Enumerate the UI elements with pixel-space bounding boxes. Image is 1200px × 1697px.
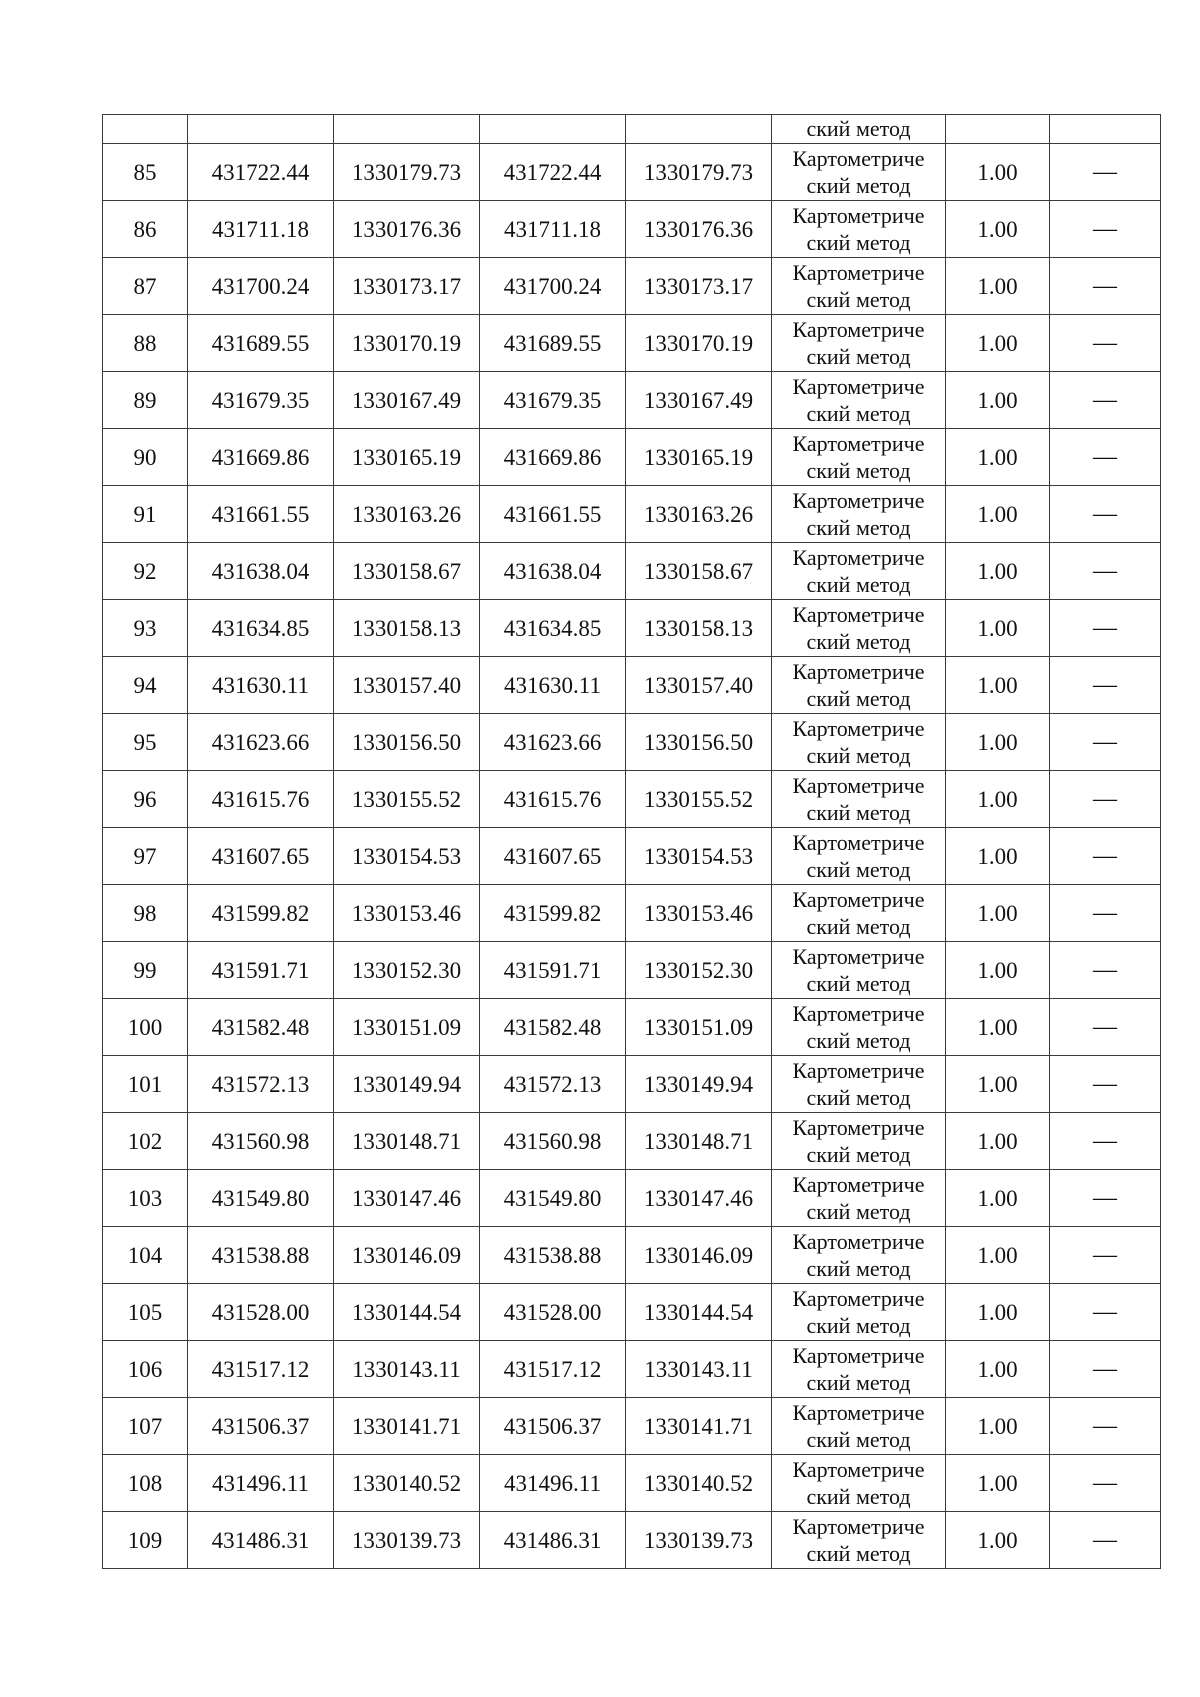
method-line: Картометриче <box>792 1343 925 1368</box>
cell-method <box>772 144 946 201</box>
cell-y-existing: 1330167.49 <box>334 372 480 429</box>
method-line: Картометриче <box>792 602 925 627</box>
cell-accuracy: 1.00 <box>946 999 1050 1056</box>
method-line: Картометриче <box>792 659 925 684</box>
cell-y-existing: 1330158.67 <box>334 543 480 600</box>
cell-y-existing: 1330179.73 <box>334 144 480 201</box>
cell-x-new: 431689.55 <box>480 315 626 372</box>
cell-y-new: 1330165.19 <box>626 429 772 486</box>
cell-y-existing: 1330157.40 <box>334 657 480 714</box>
cell-y-new: 1330153.46 <box>626 885 772 942</box>
method-line: Картометриче <box>792 887 925 912</box>
cell-x-new: 431638.04 <box>480 543 626 600</box>
table-row <box>103 828 1161 885</box>
cell-accuracy: 1.00 <box>946 1455 1050 1512</box>
cell-accuracy: 1.00 <box>946 1227 1050 1284</box>
cell-point-number: 103 <box>103 1170 188 1227</box>
method-line: ский метод <box>806 629 911 654</box>
continued-cell-method: ский метод <box>772 115 946 144</box>
cell-x-new: 431630.11 <box>480 657 626 714</box>
table-row <box>103 543 1161 600</box>
cell-method <box>772 1113 946 1170</box>
method-line: ский метод <box>806 344 911 369</box>
cell-accuracy: 1.00 <box>946 543 1050 600</box>
cell-x-new: 431607.65 <box>480 828 626 885</box>
continued-cell-x-new <box>480 115 626 144</box>
cell-x-new: 431591.71 <box>480 942 626 999</box>
cell-y-new: 1330156.50 <box>626 714 772 771</box>
cell-point-number: 92 <box>103 543 188 600</box>
cell-method <box>772 1512 946 1569</box>
cell-y-existing: 1330154.53 <box>334 828 480 885</box>
cell-method <box>772 543 946 600</box>
cell-y-existing: 1330148.71 <box>334 1113 480 1170</box>
method-line: ский метод <box>806 1256 911 1281</box>
cell-x-existing: 431560.98 <box>188 1113 334 1170</box>
cell-point-number: 105 <box>103 1284 188 1341</box>
cell-y-new: 1330151.09 <box>626 999 772 1056</box>
method-line: ский метод <box>806 572 911 597</box>
cell-x-new: 431528.00 <box>480 1284 626 1341</box>
cell-y-new: 1330158.67 <box>626 543 772 600</box>
cell-x-existing: 431623.66 <box>188 714 334 771</box>
cell-accuracy: 1.00 <box>946 771 1050 828</box>
cell-description: — <box>1050 258 1161 315</box>
cell-x-existing: 431634.85 <box>188 600 334 657</box>
cell-point-number: 89 <box>103 372 188 429</box>
cell-accuracy: 1.00 <box>946 144 1050 201</box>
cell-accuracy: 1.00 <box>946 1398 1050 1455</box>
cell-description: — <box>1050 1455 1161 1512</box>
cell-y-existing: 1330144.54 <box>334 1284 480 1341</box>
cell-y-new: 1330158.13 <box>626 600 772 657</box>
cell-y-new: 1330155.52 <box>626 771 772 828</box>
cell-x-new: 431615.76 <box>480 771 626 828</box>
cell-y-new: 1330139.73 <box>626 1512 772 1569</box>
cell-method <box>772 1170 946 1227</box>
cell-point-number: 102 <box>103 1113 188 1170</box>
cell-method <box>772 942 946 999</box>
continued-cell-number <box>103 115 188 144</box>
cell-x-existing: 431496.11 <box>188 1455 334 1512</box>
cell-x-new: 431634.85 <box>480 600 626 657</box>
cell-point-number: 86 <box>103 201 188 258</box>
cell-point-number: 106 <box>103 1341 188 1398</box>
method-line: Картометриче <box>792 1058 925 1083</box>
cell-x-new: 431599.82 <box>480 885 626 942</box>
cell-x-existing: 431486.31 <box>188 1512 334 1569</box>
cell-description: — <box>1050 1170 1161 1227</box>
cell-y-new: 1330149.94 <box>626 1056 772 1113</box>
cell-method <box>772 201 946 258</box>
cell-point-number: 91 <box>103 486 188 543</box>
cell-x-existing: 431528.00 <box>188 1284 334 1341</box>
table-row <box>103 1056 1161 1113</box>
cell-y-new: 1330170.19 <box>626 315 772 372</box>
method-line: Картометриче <box>792 1229 925 1254</box>
method-line: Картометриче <box>792 773 925 798</box>
cell-y-new: 1330147.46 <box>626 1170 772 1227</box>
cell-x-new: 431582.48 <box>480 999 626 1056</box>
cell-y-existing: 1330153.46 <box>334 885 480 942</box>
method-line: ский метод <box>806 287 911 312</box>
cell-method <box>772 1284 946 1341</box>
cell-method <box>772 1398 946 1455</box>
continued-cell-accuracy <box>946 115 1050 144</box>
cell-description: — <box>1050 600 1161 657</box>
cell-method <box>772 1227 946 1284</box>
table-row <box>103 201 1161 258</box>
cell-method <box>772 315 946 372</box>
cell-accuracy: 1.00 <box>946 1056 1050 1113</box>
cell-x-new: 431700.24 <box>480 258 626 315</box>
method-line: Картометриче <box>792 260 925 285</box>
cell-x-new: 431486.31 <box>480 1512 626 1569</box>
cell-method <box>772 999 946 1056</box>
cell-accuracy: 1.00 <box>946 1170 1050 1227</box>
cell-accuracy: 1.00 <box>946 258 1050 315</box>
table-row <box>103 714 1161 771</box>
cell-method <box>772 1056 946 1113</box>
cell-y-new: 1330143.11 <box>626 1341 772 1398</box>
table-row <box>103 942 1161 999</box>
cell-point-number: 88 <box>103 315 188 372</box>
cell-point-number: 97 <box>103 828 188 885</box>
method-line: ский метод <box>806 1370 911 1395</box>
table-row <box>103 1284 1161 1341</box>
cell-y-existing: 1330143.11 <box>334 1341 480 1398</box>
cell-y-existing: 1330149.94 <box>334 1056 480 1113</box>
table-row <box>103 1398 1161 1455</box>
cell-y-new: 1330167.49 <box>626 372 772 429</box>
cell-y-new: 1330154.53 <box>626 828 772 885</box>
cell-x-existing: 431506.37 <box>188 1398 334 1455</box>
cell-x-existing: 431638.04 <box>188 543 334 600</box>
cell-y-new: 1330179.73 <box>626 144 772 201</box>
table-row <box>103 1113 1161 1170</box>
continued-cell-y-existing <box>334 115 480 144</box>
method-line: Картометриче <box>792 431 925 456</box>
cell-x-existing: 431549.80 <box>188 1170 334 1227</box>
cell-description: — <box>1050 543 1161 600</box>
cell-description: — <box>1050 1284 1161 1341</box>
cell-description: — <box>1050 885 1161 942</box>
method-line: Картометриче <box>792 317 925 342</box>
cell-y-existing: 1330170.19 <box>334 315 480 372</box>
method-line: Картометриче <box>792 1286 925 1311</box>
cell-x-existing: 431722.44 <box>188 144 334 201</box>
method-line: Картометриче <box>792 830 925 855</box>
cell-description: — <box>1050 486 1161 543</box>
cell-y-new: 1330173.17 <box>626 258 772 315</box>
cell-y-existing: 1330139.73 <box>334 1512 480 1569</box>
table-body <box>103 115 1161 1569</box>
cell-y-existing: 1330173.17 <box>334 258 480 315</box>
cell-y-existing: 1330151.09 <box>334 999 480 1056</box>
method-line: Картометриче <box>792 488 925 513</box>
cell-x-existing: 431630.11 <box>188 657 334 714</box>
cell-method <box>772 486 946 543</box>
cell-accuracy: 1.00 <box>946 201 1050 258</box>
method-line: ский метод <box>806 1313 911 1338</box>
method-line: ский метод <box>806 857 911 882</box>
cell-x-new: 431572.13 <box>480 1056 626 1113</box>
cell-point-number: 95 <box>103 714 188 771</box>
cell-point-number: 100 <box>103 999 188 1056</box>
method-line: Картометриче <box>792 203 925 228</box>
cell-description: — <box>1050 657 1161 714</box>
cell-accuracy: 1.00 <box>946 714 1050 771</box>
cell-accuracy: 1.00 <box>946 372 1050 429</box>
cell-x-existing: 431689.55 <box>188 315 334 372</box>
cell-description: — <box>1050 771 1161 828</box>
method-line: ский метод <box>806 1028 911 1053</box>
continued-cell-x-existing <box>188 115 334 144</box>
cell-y-existing: 1330141.71 <box>334 1398 480 1455</box>
method-line: ский метод <box>806 1142 911 1167</box>
cell-y-existing: 1330146.09 <box>334 1227 480 1284</box>
method-line: ский метод <box>806 230 911 255</box>
cell-accuracy: 1.00 <box>946 429 1050 486</box>
cell-accuracy: 1.00 <box>946 1113 1050 1170</box>
method-line: ский метод <box>806 686 911 711</box>
cell-description: — <box>1050 201 1161 258</box>
cell-x-existing: 431591.71 <box>188 942 334 999</box>
cell-x-existing: 431607.65 <box>188 828 334 885</box>
continued-cell-description <box>1050 115 1161 144</box>
cell-x-existing: 431711.18 <box>188 201 334 258</box>
cell-y-existing: 1330147.46 <box>334 1170 480 1227</box>
cell-accuracy: 1.00 <box>946 315 1050 372</box>
cell-y-existing: 1330176.36 <box>334 201 480 258</box>
cell-y-new: 1330152.30 <box>626 942 772 999</box>
cell-method <box>772 714 946 771</box>
method-line: Картометриче <box>792 1001 925 1026</box>
method-line: Картометриче <box>792 545 925 570</box>
cell-point-number: 94 <box>103 657 188 714</box>
method-line: Картометриче <box>792 1172 925 1197</box>
table-row <box>103 1341 1161 1398</box>
method-line: ский метод <box>806 971 911 996</box>
cell-point-number: 98 <box>103 885 188 942</box>
cell-accuracy: 1.00 <box>946 885 1050 942</box>
cell-x-new: 431549.80 <box>480 1170 626 1227</box>
method-line: Картометриче <box>792 374 925 399</box>
cell-accuracy: 1.00 <box>946 600 1050 657</box>
cell-description: — <box>1050 429 1161 486</box>
table-row <box>103 1455 1161 1512</box>
method-line: ский метод <box>806 1484 911 1509</box>
method-line: ский метод <box>806 1427 911 1452</box>
cell-x-new: 431517.12 <box>480 1341 626 1398</box>
table-row <box>103 315 1161 372</box>
cell-point-number: 104 <box>103 1227 188 1284</box>
table-row <box>103 657 1161 714</box>
cell-x-existing: 431572.13 <box>188 1056 334 1113</box>
table-row <box>103 258 1161 315</box>
table-row <box>103 429 1161 486</box>
cell-x-existing: 431669.86 <box>188 429 334 486</box>
cell-y-existing: 1330140.52 <box>334 1455 480 1512</box>
cell-accuracy: 1.00 <box>946 1512 1050 1569</box>
cell-description: — <box>1050 1398 1161 1455</box>
table-row <box>103 486 1161 543</box>
cell-x-new: 431661.55 <box>480 486 626 543</box>
cell-x-new: 431538.88 <box>480 1227 626 1284</box>
cell-method <box>772 1455 946 1512</box>
cell-description: — <box>1050 372 1161 429</box>
cell-accuracy: 1.00 <box>946 657 1050 714</box>
cell-description: — <box>1050 144 1161 201</box>
method-line: ский метод <box>806 1199 911 1224</box>
cell-x-existing: 431615.76 <box>188 771 334 828</box>
cell-point-number: 108 <box>103 1455 188 1512</box>
cell-method <box>772 372 946 429</box>
method-line: ский метод <box>806 1541 911 1566</box>
continued-row <box>103 115 1161 144</box>
cell-method <box>772 885 946 942</box>
method-line: Картометриче <box>792 1115 925 1140</box>
cell-y-new: 1330163.26 <box>626 486 772 543</box>
table-row <box>103 1512 1161 1569</box>
table-row <box>103 372 1161 429</box>
cell-x-new: 431560.98 <box>480 1113 626 1170</box>
cell-point-number: 90 <box>103 429 188 486</box>
cell-x-new: 431722.44 <box>480 144 626 201</box>
table-row <box>103 1170 1161 1227</box>
cell-description: — <box>1050 828 1161 885</box>
cell-y-new: 1330141.71 <box>626 1398 772 1455</box>
cell-method <box>772 258 946 315</box>
method-line: ский метод <box>806 401 911 426</box>
cell-description: — <box>1050 1056 1161 1113</box>
cell-x-existing: 431517.12 <box>188 1341 334 1398</box>
cell-accuracy: 1.00 <box>946 486 1050 543</box>
table-row <box>103 1227 1161 1284</box>
cell-description: — <box>1050 1512 1161 1569</box>
cell-accuracy: 1.00 <box>946 828 1050 885</box>
method-line: ский метод <box>806 173 911 198</box>
cell-x-existing: 431582.48 <box>188 999 334 1056</box>
cell-method <box>772 657 946 714</box>
cell-x-existing: 431538.88 <box>188 1227 334 1284</box>
method-line: Картометриче <box>792 1400 925 1425</box>
method-line: Картометриче <box>792 1457 925 1482</box>
cell-y-existing: 1330163.26 <box>334 486 480 543</box>
method-line: ский метод <box>806 914 911 939</box>
table-row <box>103 144 1161 201</box>
table-row <box>103 999 1161 1056</box>
cell-accuracy: 1.00 <box>946 1341 1050 1398</box>
cell-y-existing: 1330156.50 <box>334 714 480 771</box>
cell-y-existing: 1330158.13 <box>334 600 480 657</box>
cell-y-existing: 1330152.30 <box>334 942 480 999</box>
cell-description: — <box>1050 1227 1161 1284</box>
cell-point-number: 96 <box>103 771 188 828</box>
table-row <box>103 600 1161 657</box>
cell-point-number: 93 <box>103 600 188 657</box>
cell-x-new: 431669.86 <box>480 429 626 486</box>
cell-x-existing: 431700.24 <box>188 258 334 315</box>
cell-description: — <box>1050 942 1161 999</box>
cell-y-new: 1330148.71 <box>626 1113 772 1170</box>
cell-y-new: 1330146.09 <box>626 1227 772 1284</box>
cell-description: — <box>1050 714 1161 771</box>
cell-point-number: 99 <box>103 942 188 999</box>
method-line: ский метод <box>806 458 911 483</box>
cell-description: — <box>1050 1113 1161 1170</box>
cell-accuracy: 1.00 <box>946 1284 1050 1341</box>
cell-point-number: 101 <box>103 1056 188 1113</box>
cell-x-new: 431711.18 <box>480 201 626 258</box>
cell-x-existing: 431679.35 <box>188 372 334 429</box>
cell-point-number: 85 <box>103 144 188 201</box>
cell-method <box>772 771 946 828</box>
continued-cell-y-new <box>626 115 772 144</box>
coordinates-table <box>102 114 1161 1569</box>
cell-y-existing: 1330165.19 <box>334 429 480 486</box>
cell-description: — <box>1050 315 1161 372</box>
cell-method <box>772 828 946 885</box>
method-line: Картометриче <box>792 1514 925 1539</box>
table-row <box>103 771 1161 828</box>
table-row <box>103 885 1161 942</box>
cell-x-new: 431496.11 <box>480 1455 626 1512</box>
cell-description: — <box>1050 999 1161 1056</box>
method-line: Картометриче <box>792 146 925 171</box>
cell-accuracy: 1.00 <box>946 942 1050 999</box>
cell-point-number: 87 <box>103 258 188 315</box>
method-line: ский метод <box>806 515 911 540</box>
cell-y-new: 1330176.36 <box>626 201 772 258</box>
cell-x-new: 431506.37 <box>480 1398 626 1455</box>
cell-method <box>772 1341 946 1398</box>
method-line: ский метод <box>806 1085 911 1110</box>
cell-point-number: 109 <box>103 1512 188 1569</box>
cell-method <box>772 429 946 486</box>
cell-y-new: 1330140.52 <box>626 1455 772 1512</box>
cell-method <box>772 600 946 657</box>
cell-x-new: 431679.35 <box>480 372 626 429</box>
method-line: Картометриче <box>792 944 925 969</box>
method-line: ский метод <box>806 800 911 825</box>
cell-x-existing: 431599.82 <box>188 885 334 942</box>
cell-x-existing: 431661.55 <box>188 486 334 543</box>
cell-y-new: 1330157.40 <box>626 657 772 714</box>
cell-point-number: 107 <box>103 1398 188 1455</box>
method-line: Картометриче <box>792 716 925 741</box>
method-line: ский метод <box>806 743 911 768</box>
cell-y-new: 1330144.54 <box>626 1284 772 1341</box>
cell-description: — <box>1050 1341 1161 1398</box>
cell-x-new: 431623.66 <box>480 714 626 771</box>
cell-y-existing: 1330155.52 <box>334 771 480 828</box>
